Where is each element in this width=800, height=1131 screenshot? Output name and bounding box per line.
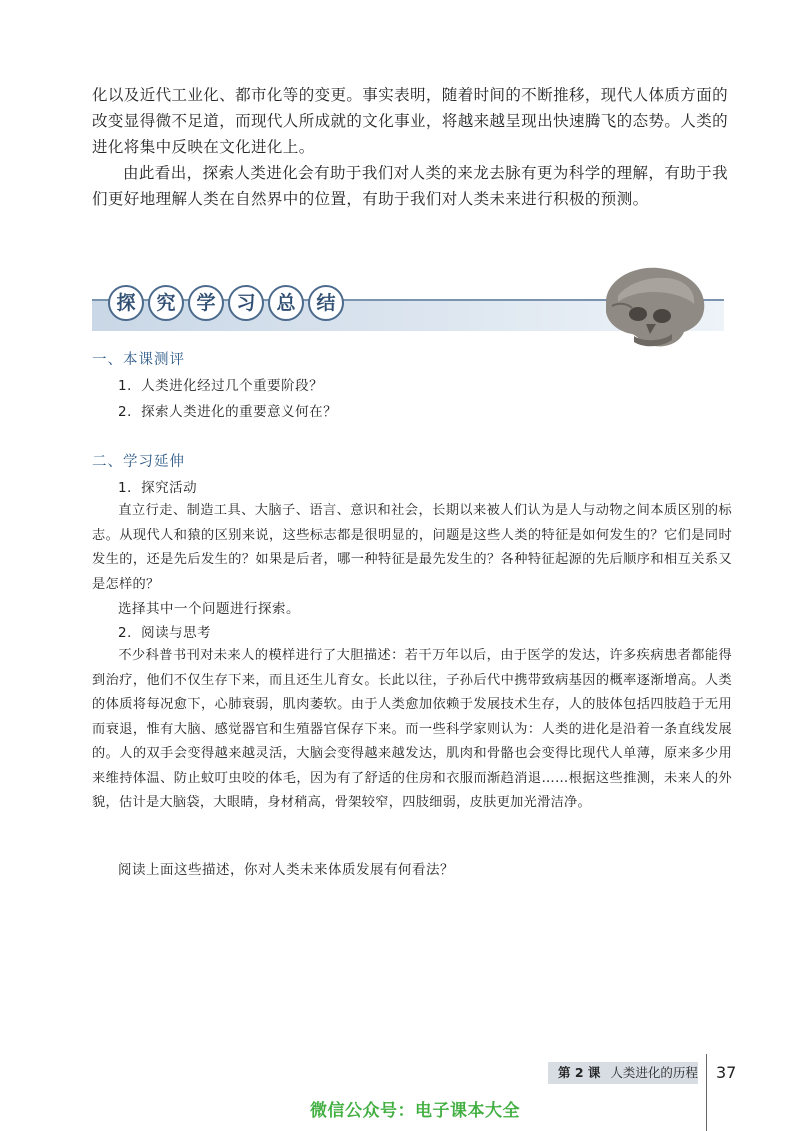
banner-char: 习	[228, 285, 264, 321]
skull-fossil-icon	[598, 262, 710, 352]
intro-paragraph-2: 由此看出，探索人类进化会有助于我们对人类的来龙去脉有更为科学的理解，有助于我们更好地理解人类在自然界中的位置，有助于我们对人类未来进行积极的预测。	[92, 164, 728, 208]
assessment-question: 2．探索人类进化的重要意义何在？	[118, 404, 338, 420]
reading-question: 阅读上面这些描述，你对人类未来体质发展有何看法？	[118, 862, 454, 878]
reading-text: 不少科普书刊对未来人的模样进行了大胆描述：若干万年以后，由于医学的发达，许多疾病患者都能得到治疗，他们不仅生存下来，而且还生儿育女。长此以往，子孙后代中携带致病基因的概率逐渐增高。人类的体质将每况愈下，心肺衰弱，肌肉萎软。由于人类愈加依赖于发展技术生存，人的肢体包括四肢趋于无用而衰退，惟有大脑、感觉器官和生殖器官保存下来。而一些科学家则认为：人类的进化是沿着一条直线发展的。人的双手会变得越来越灵活，大脑会变得越来越发达，肌肉和骨骼也会变得比现代人单薄，原来多少用来维持体温、防止蚊叮虫咬的体毛，因为有了舒适的住房和衣服而渐趋消退……根据这些推测，未来人的外貌，估计是大脑袋，大眼睛，身材稍高，骨架较窄，四肢细弱，皮肤更加光滑洁净。	[92, 648, 732, 810]
watermark: 微信公众号：电子课本大全	[310, 1101, 520, 1121]
footer-lesson: 第 2 课	[558, 1065, 601, 1080]
footer-lesson-title: 人类进化的历程	[610, 1065, 698, 1080]
footer-lesson-box	[548, 1062, 698, 1084]
banner-char: 总	[268, 285, 304, 321]
activity-task: 选择其中一个问题进行探索。	[118, 601, 300, 617]
reading-label: 2．阅读与思考	[118, 625, 212, 641]
banner-char: 学	[188, 285, 224, 321]
section-heading-assessment: 一、本课测评	[92, 352, 185, 368]
intro-paragraph-1: 化以及近代工业化、都市化等的变更。事实表明，随着时间的不断推移，现代人体质方面的改变显得微不足道，而现代人所成就的文化事业，将越来越呈现出快速腾飞的态势。人类的进化将集中反映在文化进化上。	[92, 86, 729, 156]
page-number: 37	[716, 1063, 737, 1082]
activity-label: 1．探究活动	[118, 480, 198, 496]
banner-char: 究	[148, 285, 184, 321]
banner-char: 结	[308, 285, 344, 321]
footer-divider	[706, 1054, 707, 1131]
assessment-question: 1．人类进化经过几个重要阶段？	[118, 378, 324, 394]
section-heading-extension: 二、学习延伸	[92, 454, 185, 470]
banner-title	[108, 285, 344, 321]
activity-text: 直立行走、制造工具、大脑子、语言、意识和社会，长期以来被人们认为是人与动物之间本质区别的标志。从现代人和猿的区别来说，这些标志都是很明显的，问题是这些人类的特征是如何发生的？它们是同时发生的，还是先后发生的？如果是后者，哪一种特征是最先发生的？各种特征起源的先后顺序和相互关系又是怎样的？	[92, 503, 732, 592]
banner-char: 探	[108, 285, 144, 321]
